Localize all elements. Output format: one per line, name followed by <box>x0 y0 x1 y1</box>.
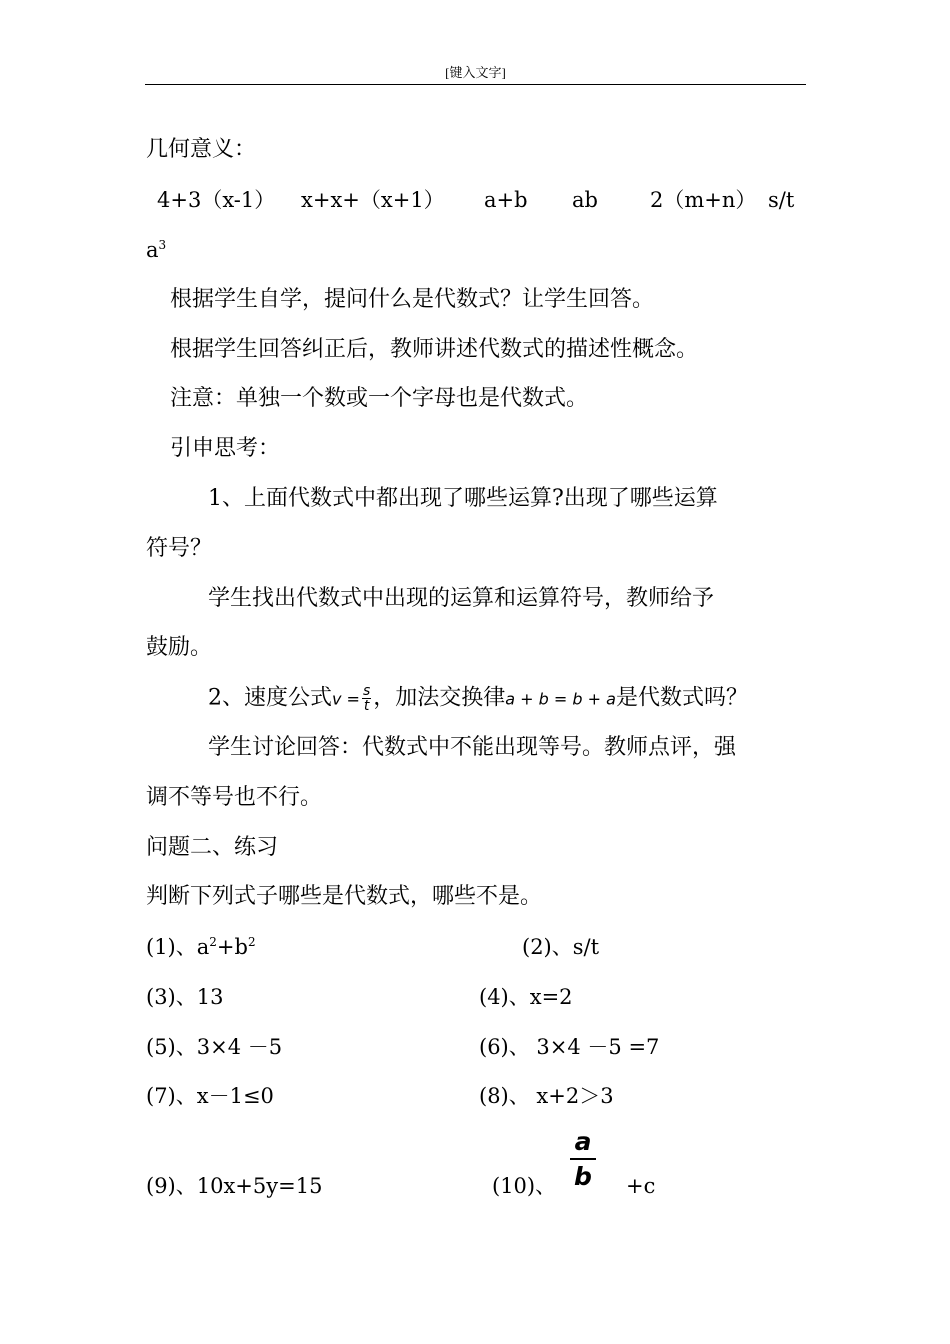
judge-instruction: 判断下列式子哪些是代数式，哪些不是。 <box>146 884 543 909</box>
paragraph-extend: 引申思考： <box>170 436 281 461</box>
exercise-10-fraction <box>570 1126 596 1194</box>
expression-3: a+b <box>484 188 528 212</box>
question-2 <box>208 684 748 714</box>
expression-2: x+x+（x+1） <box>301 188 445 212</box>
answer-1-line-1: 学生找出代数式中出现的运算和运算符号，教师给予 <box>208 586 715 611</box>
exercise-4: (4)、x=2 <box>479 985 573 1009</box>
exercise-10-numerator: a <box>570 1126 596 1160</box>
expression-7-base: a <box>146 238 159 262</box>
paragraph-note: 注意：单独一个数或一个字母也是代数式。 <box>170 386 589 411</box>
exercise-10-suffix: +c <box>626 1174 656 1198</box>
velocity-symbol: v <box>332 689 342 709</box>
exercise-1-a-exponent: 2 <box>209 935 217 949</box>
expression-5: 2（m+n） <box>650 188 757 212</box>
exercise-9: (9)、10x+5y=15 <box>146 1174 323 1198</box>
paragraph-correct: 根据学生回答纠正后，教师讲述代数式的描述性概念。 <box>170 337 699 362</box>
question-1-line-2: 符号？ <box>146 536 213 561</box>
expression-7-exponent: 3 <box>158 238 167 252</box>
question-1-line-1: 1、上面代数式中都出现了哪些运算?出现了哪些运算 <box>208 486 718 511</box>
question-2-prefix: 2、速度公式 <box>208 685 332 711</box>
page-header: [键入文字] <box>445 65 506 80</box>
answer-2-line-2: 调不等号也不行。 <box>146 785 323 810</box>
section-2-heading: 问题二、练习 <box>146 835 279 860</box>
answer-2-line-1: 学生讨论回答：代数式中不能出现等号。教师点评，强 <box>208 735 737 760</box>
answer-1-line-2: 鼓励。 <box>146 635 213 660</box>
geometry-meaning-heading: 几何意义： <box>146 137 257 162</box>
exercise-6: (6)、 3×4 －5 =7 <box>479 1035 660 1059</box>
equals-sign: = <box>341 689 360 709</box>
exercise-1-plus-b: +b <box>216 935 248 959</box>
expression-4: ab <box>572 188 598 212</box>
paragraph-ask: 根据学生自学，提问什么是代数式？让学生回答。 <box>170 287 655 312</box>
exercise-5: (5)、3×4 －5 <box>146 1035 283 1059</box>
question-2-middle: ，加法交换律 <box>373 685 506 711</box>
exercise-10-denominator: b <box>574 1162 592 1191</box>
expression-7 <box>146 236 166 264</box>
exercise-1-b-exponent: 2 <box>247 935 256 949</box>
exercise-2: (2)、s/t <box>522 935 600 959</box>
expression-6: s/t <box>768 188 795 212</box>
expression-1: 4+3（x-1） <box>157 188 276 212</box>
exercise-7: (7)、x－1≤0 <box>146 1084 274 1108</box>
exercise-1-a: a <box>196 935 210 959</box>
velocity-fraction <box>362 684 371 713</box>
exercise-8: (8)、 x+2＞3 <box>479 1084 614 1108</box>
commutative-law-formula: a + b = b + a <box>505 689 616 709</box>
fraction-denominator: t <box>363 698 370 714</box>
fraction-numerator: s <box>362 683 371 699</box>
exercise-1-label: (1)、 <box>146 935 197 959</box>
exercise-10-label: (10)、 <box>492 1174 557 1198</box>
exercise-3: (3)、13 <box>146 985 224 1009</box>
header-rule <box>145 84 806 85</box>
question-2-suffix: 是代数式吗？ <box>615 685 748 711</box>
exercise-1 <box>146 933 256 961</box>
